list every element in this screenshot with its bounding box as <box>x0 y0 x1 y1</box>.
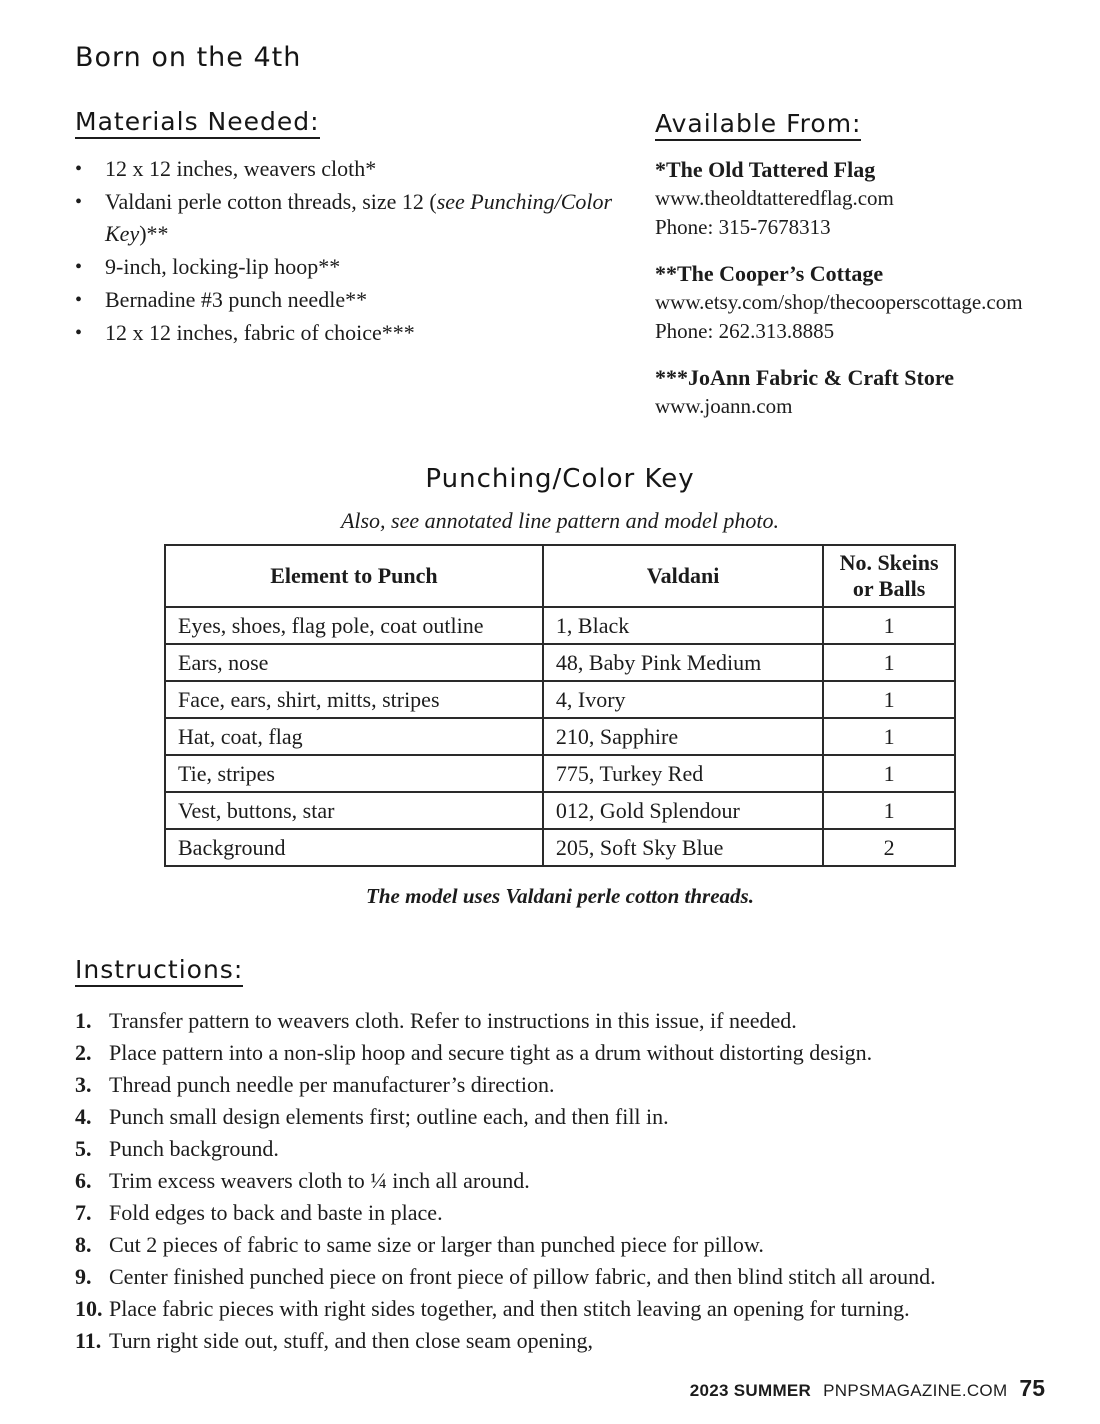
page-footer <box>690 1375 1045 1402</box>
instructions-list <box>75 1005 1045 1357</box>
step-text: Turn right side out, stuff, and then close seam opening, <box>109 1328 593 1353</box>
instruction-step <box>75 1197 1045 1229</box>
instruction-step <box>75 1005 1045 1037</box>
bullet-icon: • <box>75 322 83 344</box>
vendor-block <box>655 155 1045 242</box>
material-text: 12 x 12 inches, weavers cloth* <box>105 156 377 181</box>
material-text: 12 x 12 inches, fabric of choice*** <box>105 320 415 345</box>
cell-valdani: 4, Ivory <box>543 681 823 718</box>
step-number: 3. <box>75 1072 92 1097</box>
cell-skeins: 1 <box>823 792 955 829</box>
step-text: Cut 2 pieces of fabric to same size or larger than punched piece for pillow. <box>109 1232 764 1257</box>
material-item <box>75 284 655 316</box>
cell-skeins: 1 <box>823 607 955 644</box>
material-item <box>75 153 655 185</box>
cell-skeins: 2 <box>823 829 955 866</box>
step-number: 1. <box>75 1008 92 1033</box>
color-key-heading: Punching/Color Key <box>425 464 695 494</box>
material-text-italic: see Punching/Color Key <box>105 189 613 246</box>
cell-skeins: 1 <box>823 755 955 792</box>
table-row <box>165 718 955 755</box>
table-row <box>165 755 955 792</box>
step-number: 5. <box>75 1136 92 1161</box>
table-row <box>165 792 955 829</box>
step-number: 7. <box>75 1200 92 1225</box>
material-item <box>75 317 655 349</box>
instruction-step <box>75 1229 1045 1261</box>
materials-list <box>75 153 655 349</box>
cell-element: Vest, buttons, star <box>165 792 543 829</box>
instruction-step <box>75 1165 1045 1197</box>
material-item <box>75 251 655 283</box>
instruction-step <box>75 1069 1045 1101</box>
vendor-url: www.etsy.com/shop/thecooperscottage.com <box>655 290 1023 314</box>
vendor-url: www.theoldtatteredflag.com <box>655 186 894 210</box>
cell-valdani: 48, Baby Pink Medium <box>543 644 823 681</box>
column-header-valdani: Valdani <box>543 545 823 607</box>
cell-skeins: 1 <box>823 681 955 718</box>
cell-valdani: 775, Turkey Red <box>543 755 823 792</box>
step-text: Punch background. <box>109 1136 279 1161</box>
bullet-icon: • <box>75 191 83 213</box>
material-item <box>75 186 655 250</box>
step-text: Place pattern into a non-slip hoop and secure tight as a drum without distorting design. <box>109 1040 873 1065</box>
table-row <box>165 644 955 681</box>
vendor-name: **The Cooper’s Cottage <box>655 261 884 286</box>
table-caption: The model uses Valdani perle cotton threads. <box>366 884 754 908</box>
vendor-url: www.joann.com <box>655 394 793 418</box>
table-row <box>165 607 955 644</box>
instruction-step <box>75 1037 1045 1069</box>
cell-valdani: 1, Black <box>543 607 823 644</box>
cell-element: Ears, nose <box>165 644 543 681</box>
instruction-step <box>75 1325 1045 1357</box>
cell-element: Hat, coat, flag <box>165 718 543 755</box>
step-number: 2. <box>75 1040 92 1065</box>
page-title: Born on the 4th <box>75 42 302 73</box>
step-text: Punch small design elements first; outline each, and then fill in. <box>109 1104 669 1129</box>
footer-site: PNPSMAGAZINE.COM <box>823 1381 1008 1400</box>
available-from-heading: Available From: <box>655 109 861 141</box>
vendor-block <box>655 259 1045 346</box>
material-text: Bernadine #3 punch needle** <box>105 287 368 312</box>
instructions-heading: Instructions: <box>75 955 243 987</box>
bullet-icon: • <box>75 289 83 311</box>
top-section <box>75 107 1045 438</box>
step-text: Fold edges to back and baste in place. <box>109 1200 443 1225</box>
cell-valdani: 210, Sapphire <box>543 718 823 755</box>
bullet-icon: • <box>75 158 83 180</box>
step-number: 11. <box>75 1328 102 1353</box>
table-header-row <box>165 545 955 607</box>
cell-skeins: 1 <box>823 718 955 755</box>
cell-element: Face, ears, shirt, mitts, stripes <box>165 681 543 718</box>
column-header-element: Element to Punch <box>165 545 543 607</box>
cell-element: Background <box>165 829 543 866</box>
step-number: 8. <box>75 1232 92 1257</box>
step-text: Transfer pattern to weavers cloth. Refer to instructions in this issue, if needed. <box>109 1008 797 1033</box>
instruction-step <box>75 1133 1045 1165</box>
color-key-table <box>164 544 956 867</box>
cell-element: Tie, stripes <box>165 755 543 792</box>
color-key-subheading: Also, see annotated line pattern and model photo. <box>340 508 780 533</box>
footer-issue: 2023 SUMMER <box>689 1381 812 1400</box>
step-text: Trim excess weavers cloth to ¼ inch all around. <box>109 1168 530 1193</box>
vendor-name: ***JoAnn Fabric & Craft Store <box>655 365 954 390</box>
table-row <box>165 829 955 866</box>
step-text: Place fabric pieces with right sides together, and then stitch leaving an opening for turning. <box>109 1296 910 1321</box>
step-number: 6. <box>75 1168 92 1193</box>
vendor-phone: Phone: 315-7678313 <box>655 215 831 239</box>
table-row <box>165 681 955 718</box>
cell-valdani: 205, Soft Sky Blue <box>543 829 823 866</box>
step-text: Center finished punched piece on front piece of pillow fabric, and then blind stitch all around. <box>109 1264 936 1289</box>
bullet-icon: • <box>75 256 83 278</box>
step-number: 4. <box>75 1104 92 1129</box>
cell-skeins: 1 <box>823 644 955 681</box>
available-from-section <box>655 107 1045 438</box>
vendor-phone: Phone: 262.313.8885 <box>655 319 835 343</box>
instructions-section <box>75 955 1045 1357</box>
cell-element: Eyes, shoes, flag pole, coat outline <box>165 607 543 644</box>
step-number: 9. <box>75 1264 92 1289</box>
column-header-skeins: No. Skeins or Balls <box>823 545 955 607</box>
instruction-step <box>75 1293 1045 1325</box>
instruction-step <box>75 1261 1045 1293</box>
material-text: Valdani perle cotton threads, size 12 (see Punching/Color Key)** <box>105 189 613 246</box>
materials-heading: Materials Needed: <box>75 107 320 139</box>
materials-section <box>75 107 655 438</box>
cell-valdani: 012, Gold Splendour <box>543 792 823 829</box>
vendor-block <box>655 363 1045 421</box>
vendor-name: *The Old Tattered Flag <box>655 157 876 182</box>
step-text: Thread punch needle per manufacturer’s direction. <box>109 1072 555 1097</box>
footer-page-number: 75 <box>1019 1375 1045 1401</box>
step-number: 10. <box>75 1296 103 1321</box>
instruction-step <box>75 1101 1045 1133</box>
material-text: 9-inch, locking-lip hoop** <box>105 254 341 279</box>
